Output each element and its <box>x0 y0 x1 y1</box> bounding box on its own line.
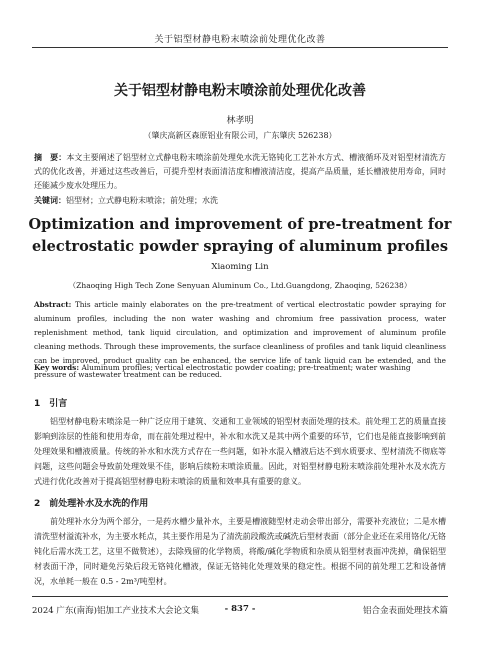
chinese-title: 关于铝型材静电粉末喷涂前处理优化改善 <box>114 83 366 99</box>
english-author: Xiaoming Lin <box>211 262 269 272</box>
section-1-body: 铝型材静电粉末喷涂是一种广泛应用于建筑、交通和工业领域的铝型材表面处理的技术。前处理工艺的质量直接影响到涂层的性能和使用寿命，而在前处理过程中，补水和水洗又是其中两个重要的环节，它们也是能直接影响到前处理效果和槽液质量。传统的补水和水洗方式存在一些问题，如补水混入槽液后达不到水质要求、型材清洗不彻底等问题，这些问题会导致前处理效果不佳，影响后续粉末喷涂质量。因此，对铝型材静电粉末喷涂前处理补水及水洗方式进行优化改善对于提高铝型材静电粉末喷涂的质量和效率具有重要的意义。 <box>34 417 446 486</box>
footer-rule <box>32 596 448 597</box>
chinese-abstract-label: 摘 要： <box>34 152 67 162</box>
chinese-keywords-label: 关键词： <box>34 195 66 205</box>
english-abstract-text: This article mainly elaborates on the pre-treatment of vertical electrostatic powder spraying for aluminum profiles, including the non water washing and chromium free passivation process, water replenishment method, tank liquid circulation, and optimization and improvement of aluminum profile cleaning methods. Through these improvements, the surface cleanliness of profiles and tank liquid cleanliness can be improved, product quality can be enhanced, the service life of tank liquid can be extended, and the pressure of wastewater treatment can be reduced. <box>34 300 446 379</box>
section-2-heading: 2 前处理补水及水洗的作用 <box>34 499 149 509</box>
english-keywords-text: Aluminum profiles; vertical electrostatic powder coating; pre-treatment; water washing <box>81 363 411 372</box>
english-title: Optimization and improvement of pre-treatment for electrostatic powder spraying of aluminum profiles <box>28 216 452 255</box>
page-number: - 837 - <box>224 604 256 614</box>
english-keywords-label: Key words: <box>34 363 80 372</box>
english-affiliation: （Zhaoqing High Tech Zone Senyuan Aluminum Co., Ltd.Guangdong, Zhaoqing, 526238） <box>68 281 412 290</box>
chinese-abstract-text: 本文主要阐述了铝型材立式静电粉末喷涂前处理免水洗无铬钝化工艺补水方式、槽液循环及对铝型材清洗方式的优化改善，并通过这些改善后，可提升型材表面清洁度和槽液清洁度，提高产品质量，延长槽液使用寿命，同时还能减少废水处理压力。 <box>34 153 447 190</box>
chinese-keywords-text: 铝型材；立式静电粉末喷涂；前处理；水洗 <box>66 196 218 205</box>
chinese-affiliation: （肇庆高新区森原铝业有限公司，广东肇庆 526238） <box>143 131 337 140</box>
chinese-abstract <box>34 150 446 193</box>
english-abstract-label: Abstract: <box>34 300 72 309</box>
section-2-body: 前处理补水分为两个部分，一是药水槽少量补水，主要是槽液随型材走动会带出部分，需要补充液位；二是水槽清洗型材溢流补水，为主要水耗点，其主要作用是为了清洗前段酸洗或碱洗后型材表面（部分企业还在采用铬化/无铬钝化后需水洗工艺，这里不做赘述），去除残留的化学物质，将酸/碱化学物质和杂质从铝型材表面冲洗掉，确保铝型材表面干净，同时避免污染后段无铬钝化槽液，保证无铬钝化处理效果的稳定性。根据不同的前处理工艺和设备情况，水单耗一般在 0.5 - 2m³/吨型材。 <box>34 517 446 586</box>
english-keywords <box>34 363 446 372</box>
section-1-heading: 1 引言 <box>34 399 68 409</box>
chinese-keywords <box>34 195 446 206</box>
footer-proceedings: 2024 广东(南海)铝加工产业技术大会论文集 <box>32 606 199 616</box>
footer-section: 铝合金表面处理技术篇 <box>362 606 448 616</box>
running-header: 关于铝型材静电粉末喷涂前处理优化改善 <box>154 35 326 45</box>
chinese-author: 林孝明 <box>226 116 254 126</box>
header-rule <box>32 47 448 48</box>
